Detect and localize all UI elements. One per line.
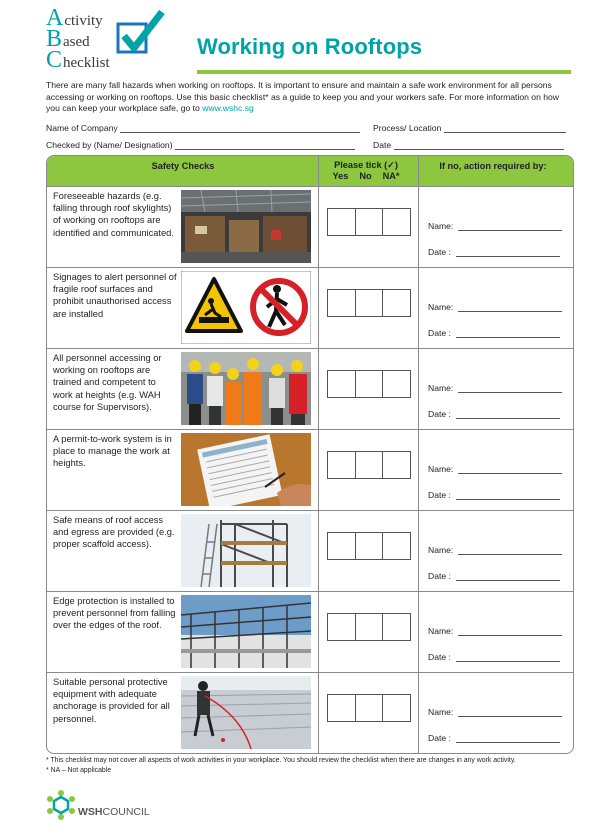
process-label: Process/ Location (373, 123, 442, 133)
footnote-checklist: * This checklist may not cover all aspects of work activities in your workplace. You should review the checklist when there are changes in any work activity. (46, 757, 516, 764)
brand-bold: WSH (78, 806, 103, 818)
page-title: Working on Rooftops (197, 34, 423, 59)
company-label: Name of Company (46, 123, 118, 133)
tick-boxes (327, 613, 411, 641)
yes-checkbox[interactable] (327, 613, 356, 641)
check-description: Signages to alert personnel of fragile roof surfaces and prohibit unauthorised access are installed (53, 272, 177, 319)
action-date-field[interactable] (428, 733, 560, 743)
date-input-line[interactable] (456, 410, 560, 419)
na-checkbox[interactable] (382, 208, 411, 236)
action-name-field[interactable] (428, 302, 562, 312)
signage-icons (181, 271, 311, 344)
header-yes: Yes (332, 170, 349, 181)
na-checkbox[interactable] (382, 613, 411, 641)
check-description: A permit-to-work system is in place to manage the work at heights. (53, 434, 172, 469)
process-input-line[interactable] (444, 124, 566, 133)
action-date-field[interactable] (428, 571, 560, 581)
checkmark-box-icon (112, 8, 166, 58)
tick-boxes (327, 694, 411, 722)
activity-based-checklist-logo (46, 6, 166, 72)
yes-checkbox[interactable] (327, 694, 356, 722)
action-date-field[interactable] (428, 409, 560, 419)
date-input-line[interactable] (456, 653, 560, 662)
checked-by-field[interactable] (46, 140, 355, 150)
no-checkbox[interactable] (355, 613, 384, 641)
name-input-line[interactable] (458, 465, 562, 474)
no-checkbox[interactable] (355, 289, 384, 317)
name-label: Name: (428, 626, 454, 636)
date-label: Date : (428, 490, 451, 500)
table-row (47, 186, 573, 267)
wsh-hexagon-icon (46, 790, 76, 820)
date-input-line[interactable] (456, 491, 560, 500)
table-row (47, 267, 573, 348)
na-checkbox[interactable] (382, 289, 411, 317)
logo-word-based: ased (63, 34, 90, 50)
header-please-tick (319, 160, 413, 181)
date-label: Date : (428, 247, 451, 257)
checked-by-input-line[interactable] (175, 141, 355, 150)
process-field[interactable] (373, 123, 566, 133)
logo-word-activity: ctivity (64, 13, 103, 29)
header-no: No (359, 170, 372, 181)
footnote-na: * NA – Not applicable (46, 767, 112, 774)
name-label: Name: (428, 302, 454, 312)
date-field[interactable] (373, 140, 564, 150)
no-checkbox[interactable] (355, 451, 384, 479)
header-na: NA* (382, 170, 400, 181)
action-date-field[interactable] (428, 247, 560, 257)
date-label: Date : (428, 409, 451, 419)
action-name-field[interactable] (428, 545, 562, 555)
date-label: Date : (428, 733, 451, 743)
table-header (47, 156, 573, 186)
header-safety-checks: Safety Checks (151, 161, 215, 171)
name-input-line[interactable] (458, 546, 562, 555)
table-row (47, 510, 573, 591)
date-label: Date : (428, 571, 451, 581)
checked-by-label: Checked by (Name/ Designation) (46, 140, 173, 150)
company-field[interactable] (46, 123, 360, 133)
name-label: Name: (428, 221, 454, 231)
no-entry-icon (253, 281, 305, 333)
yes-checkbox[interactable] (327, 289, 356, 317)
table-row (47, 348, 573, 429)
check-description: All personnel accessing or working on rooftops are trained and competent to work at heights (e.g. WAH course for Supervisors). (53, 353, 162, 412)
yes-checkbox[interactable] (327, 451, 356, 479)
date-label: Date : (428, 652, 451, 662)
intro-paragraph (46, 80, 572, 115)
website-link[interactable]: www.wshc.sg (202, 103, 254, 113)
header-action-required: If no, action required by: (439, 161, 547, 171)
yes-checkbox[interactable] (327, 208, 356, 236)
logo-letter-c: C (46, 47, 63, 73)
date-input-line[interactable] (456, 248, 560, 257)
permit-photo (181, 433, 311, 506)
check-description: Suitable personal protective equipment with adequate anchorage is provided for all personnel. (53, 677, 170, 724)
name-label: Name: (428, 545, 454, 555)
name-label: Name: (428, 464, 454, 474)
name-input-line[interactable] (458, 708, 562, 717)
tick-boxes (327, 370, 411, 398)
date-label: Date (373, 140, 392, 150)
ppe-roof-photo (181, 676, 311, 749)
name-input-line[interactable] (458, 222, 562, 231)
date-label: Date : (428, 328, 451, 338)
na-checkbox[interactable] (382, 694, 411, 722)
table-row (47, 429, 573, 510)
action-date-field[interactable] (428, 490, 560, 500)
no-checkbox[interactable] (355, 208, 384, 236)
tick-boxes (327, 451, 411, 479)
edge-protection-photo (181, 595, 311, 668)
action-name-field[interactable] (428, 383, 562, 393)
logo-word-checklist: hecklist (63, 55, 110, 71)
scaffold-photo (181, 514, 311, 587)
table-row (47, 591, 573, 672)
date-input-line[interactable] (456, 734, 560, 743)
check-description: Foreseeable hazards (e.g. falling through roof skylights) of working on rooftops are identified and communicated. (53, 191, 174, 238)
date-input-line[interactable] (456, 329, 560, 338)
brand-rest: COUNCIL (102, 806, 150, 818)
action-date-field[interactable] (428, 652, 560, 662)
wsh-council-text (78, 806, 150, 818)
action-name-field[interactable] (428, 707, 562, 717)
name-input-line[interactable] (458, 627, 562, 636)
name-input-line[interactable] (458, 384, 562, 393)
no-checkbox[interactable] (355, 532, 384, 560)
header-tick-label: Please tick (✓) (334, 160, 398, 170)
tick-boxes (327, 532, 411, 560)
name-label: Name: (428, 707, 454, 717)
table-row (47, 672, 573, 753)
check-description: Edge protection is installed to prevent personnel from falling over the edges of the roof. (53, 596, 176, 631)
title-underline (197, 70, 571, 74)
na-checkbox[interactable] (382, 532, 411, 560)
action-name-field[interactable] (428, 626, 562, 636)
warehouse-photo (181, 190, 311, 263)
yes-checkbox[interactable] (327, 370, 356, 398)
company-input-line[interactable] (120, 124, 360, 133)
name-label: Name: (428, 383, 454, 393)
na-checkbox[interactable] (382, 370, 411, 398)
action-date-field[interactable] (428, 328, 560, 338)
logo-letter-a: A (46, 5, 64, 31)
tick-boxes (327, 208, 411, 236)
workers-photo (181, 352, 311, 425)
action-name-field[interactable] (428, 464, 562, 474)
tick-boxes (327, 289, 411, 317)
logo-letter-b: B (46, 26, 63, 52)
date-input-line[interactable] (456, 572, 560, 581)
yes-checkbox[interactable] (327, 532, 356, 560)
date-input-line[interactable] (394, 141, 564, 150)
name-input-line[interactable] (458, 303, 562, 312)
intro-text: There are many fall hazards when working on rooftops. It is important to ensure and maintain a safe work environment for all persons accessing or working on rooftops. Use this basic checklist* as a guide to keep you and your workers safe. For more information on how you can keep your workplace safe, go to (46, 80, 560, 113)
safety-checklist-table (46, 155, 574, 754)
no-checkbox[interactable] (355, 370, 384, 398)
na-checkbox[interactable] (382, 451, 411, 479)
action-name-field[interactable] (428, 221, 562, 231)
no-checkbox[interactable] (355, 694, 384, 722)
check-description: Safe means of roof access and egress are provided (e.g. proper scaffold access). (53, 515, 175, 550)
